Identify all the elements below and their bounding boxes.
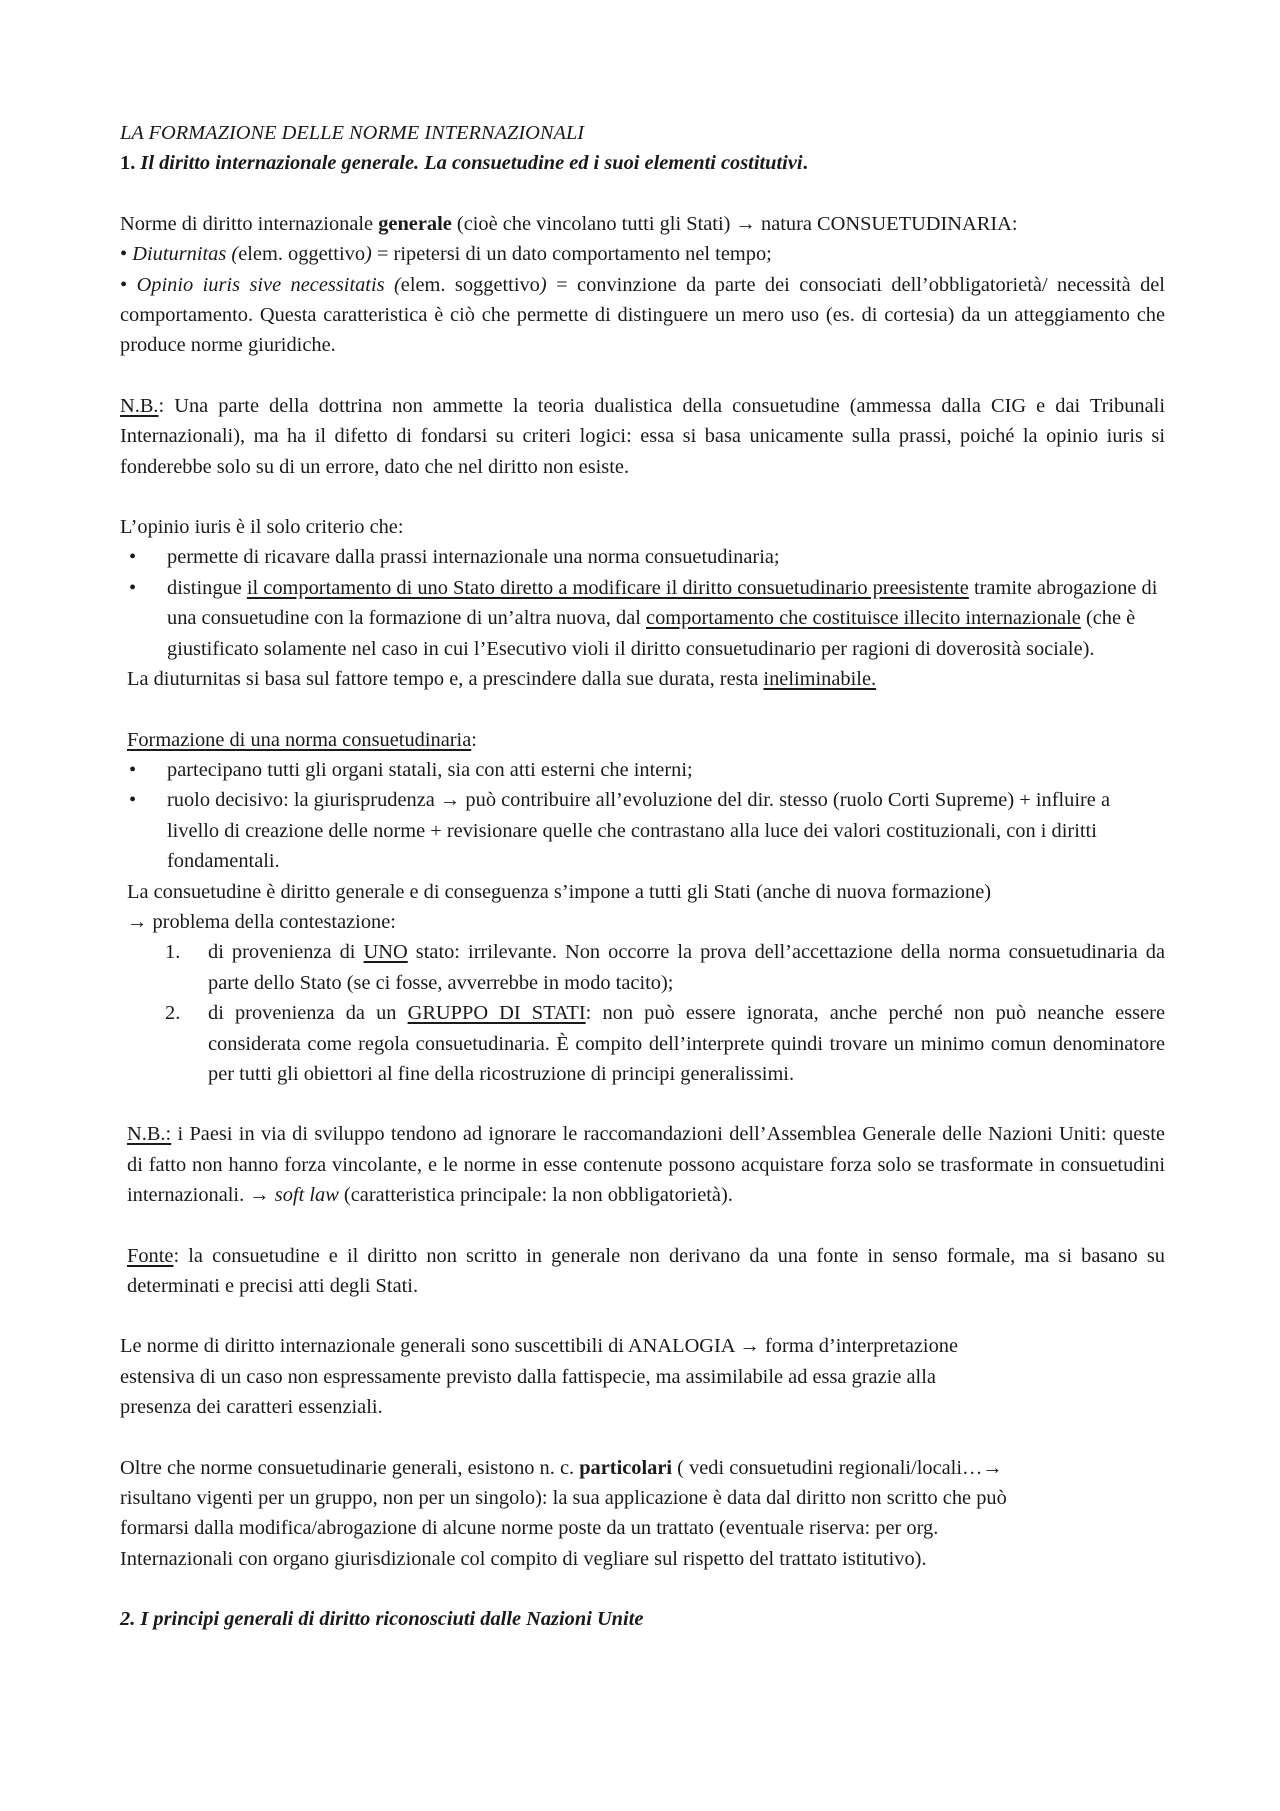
list-item [127,573,1165,664]
text-run: stato: irrilevante. Non occorre la prova dell’accettazione della norma consuetudinaria da parte dello Stato (se ci fosse, avverrebbe in modo tacito); [208,941,1165,994]
paren-close: ) [539,273,547,296]
list-item [165,998,1165,1089]
text-run: elem. soggettivo [400,273,540,296]
text-run: : [471,728,477,751]
bold-term-generale: generale [378,212,452,235]
list-item: • ruolo decisivo: la giurisprudenza → può contribuire all’evoluzione del dir. stesso (ruolo Corti Supreme) + influire a livello di creazione delle norme + revisionare quelle che contrastano alla luce dei valori costituzionali, con i diritti fondamentali. [127,785,1165,876]
text-run: di provenienza da un [208,1002,408,1025]
section-title: 2. I principi generali di diritto riconosciuti dalle Nazioni Unite [120,1608,644,1631]
bullet: • [120,243,133,266]
spacer [120,1301,1165,1331]
text-run: elem. oggettivo [238,243,366,266]
term-soft-law: soft law [274,1184,339,1207]
spacer [120,179,1165,209]
paragraph-diuturnitas-tempo [120,664,1165,694]
section-title: Il diritto internazionale generale. La consuetudine ed i suoi elementi costitutivi [140,152,803,175]
nb-label: N.B. [120,394,159,417]
paragraph-contestazione: → problema della contestazione: [127,910,396,933]
paragraph-opinio-criterio: L’opinio iuris è il solo criterio che: [120,516,404,539]
text-run: : non può essere ignorata, anche perché non può neanche essere considerata come regola consuetudinaria. È compito dell’interprete quindi trovare un minimo comun denominatore per tutti gli obiettori al fine della ricostruzione di principi generalissimi. [208,1002,1165,1085]
section-title-dot: . [802,152,808,175]
bullet: • [120,273,137,296]
spacer [120,695,1165,725]
spacer [120,1211,1165,1241]
bold-term-particolari: particolari [579,1456,673,1479]
term-diuturnitas: Diuturnitas ( [132,243,239,266]
term-opinio-iuris: Opinio iuris sive necessitatis ( [136,273,401,296]
spacer [120,361,1165,391]
paragraph-particolari-line [120,1453,1165,1483]
nb-label: N.B.: [127,1123,172,1146]
paragraph-particolari-line: risultano vigenti per un gruppo, non per un singolo): la sua applicazione è data dal diritto non scritto che può [120,1487,1007,1510]
paragraph-fonte [120,1241,1165,1302]
paragraph-analogia-line: Le norme di diritto internazionale generali sono suscettibili di ANALOGIA → forma d’interpretazione [120,1335,959,1358]
section-1-heading [120,148,1165,178]
list-item: • permette di ricavare dalla prassi internazionale una norma consuetudinaria; [127,542,1165,572]
spacer [120,1423,1165,1453]
paragraph-nb-dottrina [120,391,1165,482]
underlined-text: UNO [363,941,408,964]
paragraph-formazione [120,725,1165,755]
paragraph-opinio-iuris [120,270,1165,361]
paragraph-nb-paesi [120,1119,1165,1210]
paragraph-diuturnitas [120,239,1165,269]
numbered-list-contestazione [120,937,1165,1089]
paragraph-analogia-line: presenza dei caratteri essenziali. [120,1396,383,1419]
text-run: : Una parte della dottrina non ammette la teoria dualistica della consuetudine (ammessa dalla CIG e dai Tribunali Internazionali), ma ha il difetto di fondarsi su criteri logici: essa si basa unicamente sulla prassi, poiché la opinio iuris si fonderebbe solo su di un errore, dato che nel diritto non esiste. [120,394,1165,478]
item-number: 2. [165,1002,181,1025]
underlined-text: il comportamento di uno Stato diretto a modificare il diritto consuetudinario preesistente [246,576,969,599]
spacer [120,1574,1165,1604]
list-item [165,937,1165,998]
bullet-list-formazione [120,755,1165,877]
section-2-heading [120,1604,1165,1634]
underlined-label: Formazione di una norma consuetudinaria [127,728,472,751]
paragraph-analogia-line: estensiva di un caso non espressamente previsto dalla fattispecie, ma assimilabile ad essa grazie alla [120,1365,936,1388]
spacer [120,482,1165,512]
list-item: • partecipano tutti gli organi statali, sia con atti esterni che interni; [127,755,1165,785]
underlined-text: ineliminabile. [763,668,877,691]
text-run: ( vedi consuetudini regionali/locali…→ [672,1456,1003,1479]
text-run: (caratteristica principale: la non obbligatorietà). [338,1184,733,1207]
underlined-text: GRUPPO DI STATI [407,1002,586,1025]
text-run: (cioè che vincolano tutti gli Stati) → natura CONSUETUDINARIA: [451,212,1018,235]
text-run: di provenienza di [208,941,364,964]
text-run: = ripetersi di un dato comportamento nel tempo; [371,243,772,266]
paragraph-particolari-line: Internazionali con organo giurisdizionale col compito di vegliare sul rispetto del trattato istitutivo). [120,1547,927,1570]
text-run: distingue [167,576,247,599]
underlined-label: Fonte [127,1244,174,1267]
paren-close: ) [365,243,372,266]
text-run: tramite abrogazione di una consuetudine con la formazione di un’altra nuova, dal [167,576,1158,630]
text-run: : la consuetudine e il diritto non scritto in generale non derivano da una fonte in senso formale, ma si basano su determinati e precisi atti degli Stati. [127,1244,1165,1297]
text-run: Oltre che norme consuetudinarie generali, esistono n. c. [120,1456,580,1479]
text-run: = convinzione da parte dei consociati dell’obbligatorietà/ necessità del comportamento. Questa caratteristica è ciò che permette di distinguere un mero uso (es. di cortesia) da un atteggiamento che produce norme giuridiche. [120,273,1165,357]
text-run: La diuturnitas si basa sul fattore tempo e, a prescindere dalla sue durata, resta [127,668,764,691]
chapter-title: LA FORMAZIONE DELLE NORME INTERNAZIONALI [120,122,585,144]
spacer [120,1089,1165,1119]
text-run: Norme di diritto internazionale [120,212,379,235]
document-body [120,118,1165,1635]
underlined-text: comportamento che costituisce illecito internazionale [646,607,1081,630]
paragraph-consuetudine-generale: La consuetudine è diritto generale e di conseguenza s’impone a tutti gli Stati (anche di nuova formazione) [127,880,992,903]
text-run: i Paesi in via di sviluppo tendono ad ignorare le raccomandazioni dell’Assemblea Generale delle Nazioni Uniti: queste di fatto non hanno forza vincolante, e le norme in esse contenute possono acquistare forza solo se trasformate in consuetudini internazionali. → [127,1123,1165,1207]
section-number: 1. [120,152,136,175]
item-number: 1. [165,941,181,964]
bullet-list-opinio [120,542,1165,664]
text-run: (che è giustificato solamente nel caso in cui l’Esecutivo violi il diritto consuetudinario per ragioni di doverosità sociale). [167,607,1136,660]
paragraph-particolari-line: formarsi dalla modifica/abrogazione di alcune norme poste da un trattato (eventuale riserva: per org. [120,1517,939,1540]
paragraph-norme-generali [120,209,1165,239]
